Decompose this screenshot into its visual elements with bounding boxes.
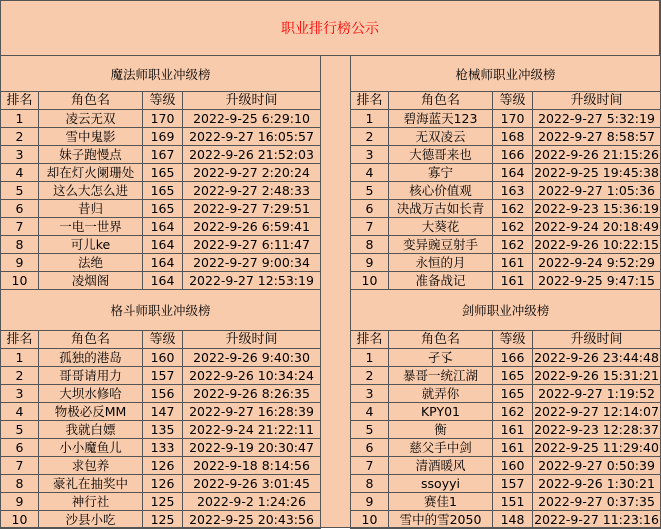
time-cell: 2022-9-27 16:28:39 — [183, 403, 321, 421]
level-cell: 147 — [143, 403, 183, 421]
rank-cell: 2 — [1, 367, 39, 385]
panel-mage — [0, 55, 321, 290]
name-cell: 凌云无双 — [39, 110, 143, 128]
name-cell: 妹子跑慢点 — [39, 146, 143, 164]
time-cell: 2022-9-24 9:52:29 — [533, 254, 661, 272]
rank-cell: 3 — [351, 385, 389, 403]
level-cell: 163 — [493, 182, 533, 200]
name-cell: 决战万古如长青 — [389, 200, 493, 218]
table-row — [1, 511, 321, 529]
table-row — [1, 164, 321, 182]
rank-cell: 1 — [1, 110, 39, 128]
name-cell: 准备战记 — [389, 272, 493, 290]
header-row — [351, 92, 661, 110]
level-cell: 135 — [143, 421, 183, 439]
time-cell: 2022-9-26 8:26:35 — [183, 385, 321, 403]
time-cell: 2022-9-26 3:01:45 — [183, 475, 321, 493]
table-row — [351, 493, 661, 511]
name-cell: 永恒的月 — [389, 254, 493, 272]
table-row — [351, 457, 661, 475]
time-cell: 2022-9-27 7:29:51 — [183, 200, 321, 218]
name-cell: 就弄你 — [389, 385, 493, 403]
time-cell: 2022-9-26 15:31:21 — [534, 367, 659, 383]
name-cell: 凌烟阁 — [39, 272, 143, 290]
time-cell: 2022-9-27 0:50:39 — [533, 457, 661, 475]
rank-cell: 10 — [1, 272, 39, 290]
rank-cell: 8 — [351, 475, 389, 493]
time-cell: 2022-9-26 1:30:21 — [533, 475, 661, 493]
rank-cell: 10 — [351, 511, 389, 529]
time-cell: 2022-9-18 8:14:56 — [183, 457, 321, 475]
table-row — [1, 439, 321, 457]
column-divider — [320, 55, 351, 528]
level-cell: 165 — [143, 164, 183, 182]
name-cell: 核心价值观 — [389, 182, 493, 200]
rank-cell: 1 — [351, 110, 389, 128]
time-cell: 2022-9-27 5:32:19 — [533, 110, 661, 128]
level-cell: 151 — [493, 493, 533, 511]
table-row — [351, 254, 661, 272]
header-name: 角色名 — [389, 331, 493, 349]
level-cell: 125 — [143, 511, 183, 529]
table-row — [1, 349, 321, 367]
time-cell: 2022-9-27 8:58:57 — [533, 128, 661, 146]
level-cell: 125 — [143, 493, 183, 511]
name-cell: 豪礼在抽奖中 — [39, 475, 143, 493]
table-row — [351, 110, 661, 128]
name-cell: 法绝 — [39, 254, 143, 272]
name-cell: 赛佳1 — [389, 493, 493, 511]
table-row — [1, 421, 321, 439]
name-cell: 孤独的港岛 — [39, 349, 143, 367]
table-row — [1, 385, 321, 403]
time-cell: 2022-9-26 21:15:26 — [534, 146, 659, 162]
rank-cell: 7 — [1, 457, 39, 475]
panel-title: 枪械师职业冲级榜 — [350, 55, 661, 91]
name-cell: 雪中鬼影 — [39, 128, 143, 146]
time-cell: 2022-9-26 10:22:15 — [534, 236, 659, 252]
ranking-table — [350, 330, 661, 529]
level-cell: 161 — [493, 254, 533, 272]
name-cell: 小小魔鱼儿 — [39, 439, 143, 457]
header-level: 等级 — [493, 92, 533, 110]
table-row — [351, 218, 661, 236]
name-cell: 暴哥一统江湖 — [389, 367, 493, 385]
rank-cell: 3 — [1, 146, 39, 164]
rank-cell: 8 — [351, 236, 389, 254]
level-cell: 162 — [493, 236, 533, 254]
name-cell: 物极必反MM — [39, 403, 143, 421]
header-time: 升级时间 — [533, 92, 661, 110]
table-row — [1, 475, 321, 493]
rank-cell: 3 — [351, 146, 389, 164]
time-cell: 2022-9-27 6:11:47 — [183, 236, 321, 254]
panel-fighter — [0, 289, 321, 529]
header-row — [1, 331, 321, 349]
table-row — [1, 146, 321, 164]
time-cell: 2022-9-26 23:44:48 — [534, 349, 659, 365]
table-row — [1, 367, 321, 385]
time-cell: 2022-9-27 1:05:36 — [533, 182, 661, 200]
header-rank: 排名 — [1, 331, 39, 349]
rank-cell: 4 — [351, 164, 389, 182]
table-row — [351, 475, 661, 493]
rank-cell: 9 — [1, 493, 39, 511]
header-row — [1, 92, 321, 110]
header-name: 角色名 — [39, 92, 143, 110]
name-cell: 衡 — [389, 421, 493, 439]
time-cell: 2022-9-26 6:59:41 — [183, 218, 321, 236]
rank-cell: 9 — [351, 493, 389, 511]
header-rank: 排名 — [1, 92, 39, 110]
rank-cell: 10 — [351, 272, 389, 290]
level-cell: 170 — [143, 110, 183, 128]
rank-cell: 2 — [351, 128, 389, 146]
time-cell: 2022-9-27 11:23:16 — [534, 511, 659, 527]
panel-swordsman — [350, 289, 661, 529]
header-row — [351, 331, 661, 349]
table-row — [351, 403, 661, 421]
header-rank: 排名 — [351, 331, 389, 349]
name-cell: 大坝水修哈 — [39, 385, 143, 403]
table-row — [351, 385, 661, 403]
time-cell: 2022-9-27 0:37:35 — [533, 493, 661, 511]
level-cell: 164 — [493, 164, 533, 182]
level-cell: 161 — [493, 421, 533, 439]
header-level: 等级 — [493, 331, 533, 349]
time-cell: 2022-9-27 16:05:57 — [183, 128, 321, 146]
level-cell: 126 — [143, 457, 183, 475]
table-row — [1, 403, 321, 421]
level-cell: 168 — [493, 128, 533, 146]
time-cell: 2022-9-25 6:29:10 — [183, 110, 321, 128]
rank-cell: 6 — [351, 200, 389, 218]
panel-gunner — [350, 55, 661, 290]
table-row — [1, 110, 321, 128]
time-cell: 2022-9-25 11:29:40 — [534, 439, 659, 455]
level-cell: 166 — [493, 349, 533, 367]
header-level: 等级 — [143, 92, 183, 110]
rank-cell: 7 — [1, 218, 39, 236]
table-row — [351, 511, 661, 529]
table-row — [1, 254, 321, 272]
name-cell: 却在灯火阑珊处 — [39, 164, 143, 182]
time-cell: 2022-9-25 20:43:56 — [183, 511, 321, 529]
table-row — [351, 128, 661, 146]
rank-cell: 5 — [351, 182, 389, 200]
time-cell: 2022-9-25 9:47:15 — [533, 272, 661, 290]
level-cell: 126 — [143, 475, 183, 493]
level-cell: 164 — [143, 218, 183, 236]
level-cell: 165 — [493, 385, 533, 403]
name-cell: KPY01 — [389, 403, 493, 421]
level-cell: 162 — [493, 200, 533, 218]
table-row — [351, 236, 661, 254]
level-cell: 161 — [493, 272, 533, 290]
rank-cell: 3 — [1, 385, 39, 403]
time-cell: 2022-9-25 19:45:38 — [534, 164, 659, 180]
ranking-table — [0, 330, 321, 529]
rank-cell: 2 — [351, 367, 389, 385]
ranking-table — [350, 91, 661, 290]
name-cell: 变异豌豆射手 — [389, 236, 493, 254]
name-cell: 孑孓 — [389, 349, 493, 367]
level-cell: 157 — [143, 367, 183, 385]
panel-title: 魔法师职业冲级榜 — [0, 55, 321, 91]
level-cell: 165 — [493, 367, 533, 385]
rank-cell: 4 — [1, 164, 39, 182]
level-cell: 161 — [493, 439, 533, 457]
name-cell: 昔归 — [39, 200, 143, 218]
rank-cell: 7 — [351, 218, 389, 236]
header-rank: 排名 — [351, 92, 389, 110]
time-cell: 2022-9-19 20:30:47 — [183, 439, 321, 457]
level-cell: 170 — [493, 110, 533, 128]
header-time: 升级时间 — [183, 331, 321, 349]
rank-cell: 9 — [351, 254, 389, 272]
name-cell: 大德哥来也 — [389, 146, 493, 164]
time-cell: 2022-9-27 1:19:52 — [533, 385, 661, 403]
rank-cell: 4 — [1, 403, 39, 421]
level-cell: 148 — [493, 511, 533, 529]
table-row — [1, 272, 321, 290]
level-cell: 167 — [143, 146, 183, 164]
table-row — [351, 421, 661, 439]
rank-cell: 5 — [1, 421, 39, 439]
rank-cell: 6 — [351, 439, 389, 457]
name-cell: 求包养 — [39, 457, 143, 475]
name-cell: 雪中的雪2050 — [389, 511, 493, 529]
rank-cell: 9 — [1, 254, 39, 272]
time-cell: 2022-9-24 20:18:49 — [534, 218, 659, 234]
panel-title: 格斗师职业冲级榜 — [0, 289, 321, 330]
table-row — [1, 218, 321, 236]
level-cell: 165 — [143, 200, 183, 218]
table-row — [351, 439, 661, 457]
level-cell: 169 — [143, 128, 183, 146]
rank-cell: 8 — [1, 236, 39, 254]
time-cell: 2022-9-27 2:48:33 — [183, 182, 321, 200]
name-cell: 慈父手中剑 — [389, 439, 493, 457]
table-row — [1, 236, 321, 254]
panel-title: 剑师职业冲级榜 — [350, 289, 661, 330]
level-cell: 166 — [493, 146, 533, 164]
table-row — [1, 493, 321, 511]
name-cell: 碧海蓝天123 — [389, 110, 493, 128]
rank-cell: 5 — [351, 421, 389, 439]
time-cell: 2022-9-27 2:20:24 — [183, 164, 321, 182]
name-cell: 这么大怎么进 — [39, 182, 143, 200]
table-row — [1, 128, 321, 146]
level-cell: 160 — [493, 457, 533, 475]
name-cell: 清酒暖风 — [389, 457, 493, 475]
time-cell: 2022-9-26 9:40:30 — [183, 349, 321, 367]
table-row — [351, 146, 661, 164]
table-row — [351, 272, 661, 290]
level-cell: 164 — [143, 272, 183, 290]
rank-cell: 10 — [1, 511, 39, 529]
time-cell: 2022-9-2 1:24:26 — [183, 493, 321, 511]
ranking-table — [0, 91, 321, 290]
table-row — [351, 367, 661, 385]
name-cell: 一电一世界 — [39, 218, 143, 236]
level-cell: 162 — [493, 403, 533, 421]
name-cell: 沙县小吃 — [39, 511, 143, 529]
name-cell: 我就白嫖 — [39, 421, 143, 439]
table-row — [351, 349, 661, 367]
rank-cell: 2 — [1, 128, 39, 146]
name-cell: 可儿ke — [39, 236, 143, 254]
level-cell: 165 — [143, 182, 183, 200]
header-time: 升级时间 — [533, 331, 661, 349]
level-cell: 162 — [493, 218, 533, 236]
time-cell: 2022-9-27 9:00:34 — [183, 254, 321, 272]
rank-cell: 6 — [1, 200, 39, 218]
level-cell: 156 — [143, 385, 183, 403]
time-cell: 2022-9-26 21:52:03 — [183, 146, 321, 164]
level-cell: 157 — [493, 475, 533, 493]
table-row — [351, 182, 661, 200]
name-cell: ssoyyi — [389, 475, 493, 493]
table-row — [1, 457, 321, 475]
time-cell: 2022-9-27 12:53:19 — [183, 272, 321, 290]
time-cell: 2022-9-23 12:28:37 — [534, 421, 659, 437]
header-name: 角色名 — [39, 331, 143, 349]
name-cell: 寡宁 — [389, 164, 493, 182]
table-row — [1, 182, 321, 200]
name-cell: 无双凌云 — [389, 128, 493, 146]
time-cell: 2022-9-26 10:34:24 — [183, 367, 321, 385]
header-time: 升级时间 — [183, 92, 321, 110]
rank-cell: 1 — [1, 349, 39, 367]
name-cell: 哥哥请用力 — [39, 367, 143, 385]
level-cell: 164 — [143, 254, 183, 272]
name-cell: 大葵花 — [389, 218, 493, 236]
time-cell: 2022-9-23 15:36:19 — [534, 200, 659, 216]
name-cell: 神行社 — [39, 493, 143, 511]
rank-cell: 7 — [351, 457, 389, 475]
rank-cell: 4 — [351, 403, 389, 421]
rank-cell: 6 — [1, 439, 39, 457]
header-level: 等级 — [143, 331, 183, 349]
table-row — [1, 200, 321, 218]
rank-cell: 5 — [1, 182, 39, 200]
table-row — [351, 200, 661, 218]
level-cell: 133 — [143, 439, 183, 457]
rank-cell: 1 — [351, 349, 389, 367]
time-cell: 2022-9-27 12:14:07 — [534, 403, 659, 419]
rank-cell: 8 — [1, 475, 39, 493]
header-name: 角色名 — [389, 92, 493, 110]
table-row — [351, 164, 661, 182]
page-title: 职业排行榜公示 — [0, 0, 660, 56]
level-cell: 160 — [143, 349, 183, 367]
level-cell: 164 — [143, 236, 183, 254]
time-cell: 2022-9-24 21:22:11 — [183, 421, 321, 439]
